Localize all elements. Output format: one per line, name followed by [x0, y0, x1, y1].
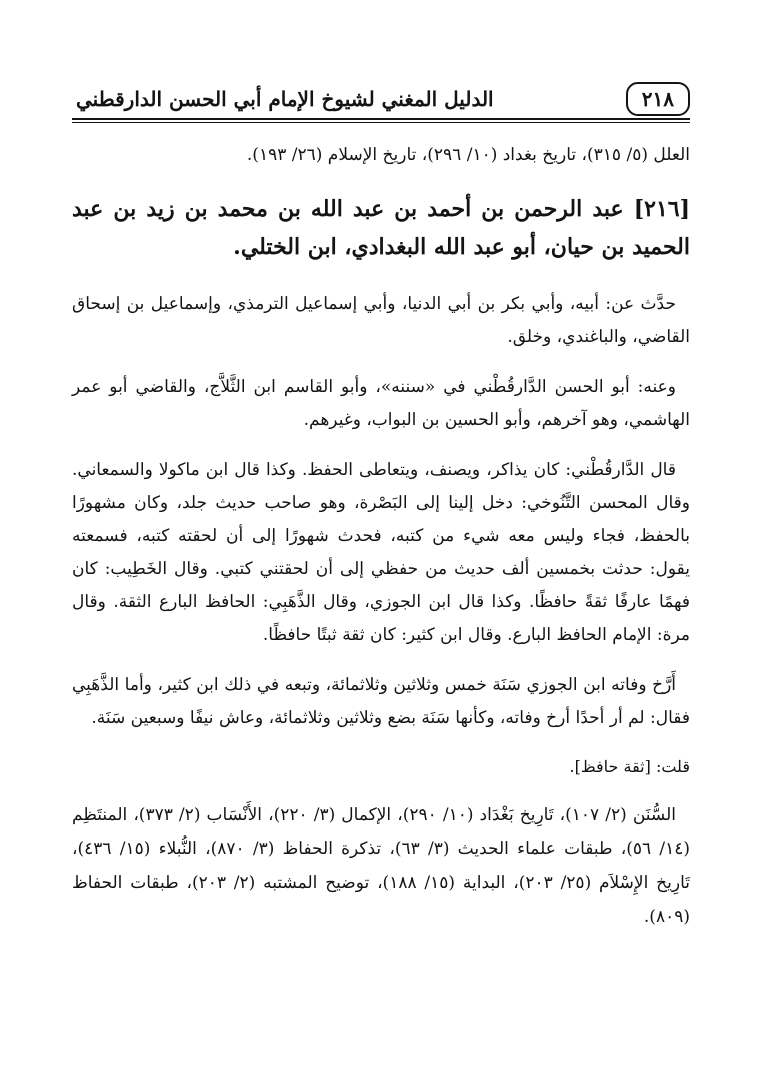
running-title: الدليل المغني لشيوخ الإمام أبي الحسن الدارقطني [76, 87, 494, 111]
header-rule-thin [72, 122, 690, 123]
page-body [72, 130, 690, 951]
paragraph-teachers: حدَّث عن: أبيه، وأبي بكر بن أبي الدنيا، وأبي إسماعيل الترمذي، وإسماعيل بن إسحاق القاضي، والباغندي، وخلق. [72, 294, 690, 347]
top-references: العلل (٥/ ٣١٥)، تاريخ بغداد (١٠/ ٢٩٦)، تاريخ الإسلام (٢٦/ ١٩٣). [246, 145, 690, 165]
page-number: ٢١٨ [626, 82, 690, 116]
paragraph-death: أَرَّخ وفاته ابن الجوزي سَنَة خمس وثلاثين وثلاثمائة، وتبعه في ذلك ابن كثير، وأما الذَّهَبِي فقال: لم أر أحدًا أرخ وفاته، وكأنها سَنَة بضع وثلاثين وثلاثمائة، وعاش نيفًا وسبعين سَنَة. [72, 675, 690, 728]
sources-list: السُّنَن (٢/ ١٠٧)، تَارِيخ بَغْدَاد (١٠/ ٢٩٠)، الإكمال (٣/ ٢٢٠)، الأَنْسَاب (٢/ ٣٧٣)، المنتَظِم (١٤/ ٥٦)، طبقات علماء الحديث (٣/ ٦٣)، تذكرة الحفاظ (٣/ ٨٧٠)، النُّبلاء (١٥/ ٤٣٦)، تَارِيخ الإِسْلاَم (٢٥/ ٢٠٣)، البداية (١٥/ ١٨٨)، توضيح المشتبه (٢/ ٢٠٣)، طبقات الحفاظ (٨٠٩). [72, 805, 690, 927]
paragraph-assessments: قال الدَّارقُطْني: كان يذاكر، ويصنف، ويتعاطى الحفظ. وكذا قال ابن ماكولا والسمعاني. وقال المحسن التَّنُوخي: دخل إلينا إلى البَصْرة، وهو صاحب حديث جلد، وكان مشهورًا بالحفظ، فجاء وليس معه شيء من كتبه، فحدث شهورًا إلى أن لحقته كتبه، فسمعته يقول: حدثت بخمسين ألف حديث من حفظي إلى أن لحقتني كتبي. وقال الخَطِيب: كان فهمًا عارفًا ثقةً حافظًا. وكذا قال ابن الجوزي، وقال الذَّهَبِي: الحافظ البارع الثقة. وقال مرة: الإمام الحافظ البارع. وقال ابن كثير: كان ثقة ثبتًا حافظًا. [72, 460, 690, 645]
header-rule [72, 118, 690, 120]
author-note: قلت: [ثقة حافظ]. [569, 757, 690, 776]
page-header [72, 78, 690, 120]
entry-heading: [٢١٦] عبد الرحمن بن أحمد بن عبد الله بن محمد بن زيد بن عبد الحميد بن حيان، أبو عبد الله البغدادي، ابن الختلي. [72, 196, 690, 260]
paragraph-students: وعنه: أبو الحسن الدَّارقُطْني في «سننه»، وأبو القاسم ابن الثَّلاَّج، والقاضي أبو عمر الهاشمي، وهو آخرهم، وأبو الحسين بن البواب، وغيرهم. [72, 377, 690, 430]
